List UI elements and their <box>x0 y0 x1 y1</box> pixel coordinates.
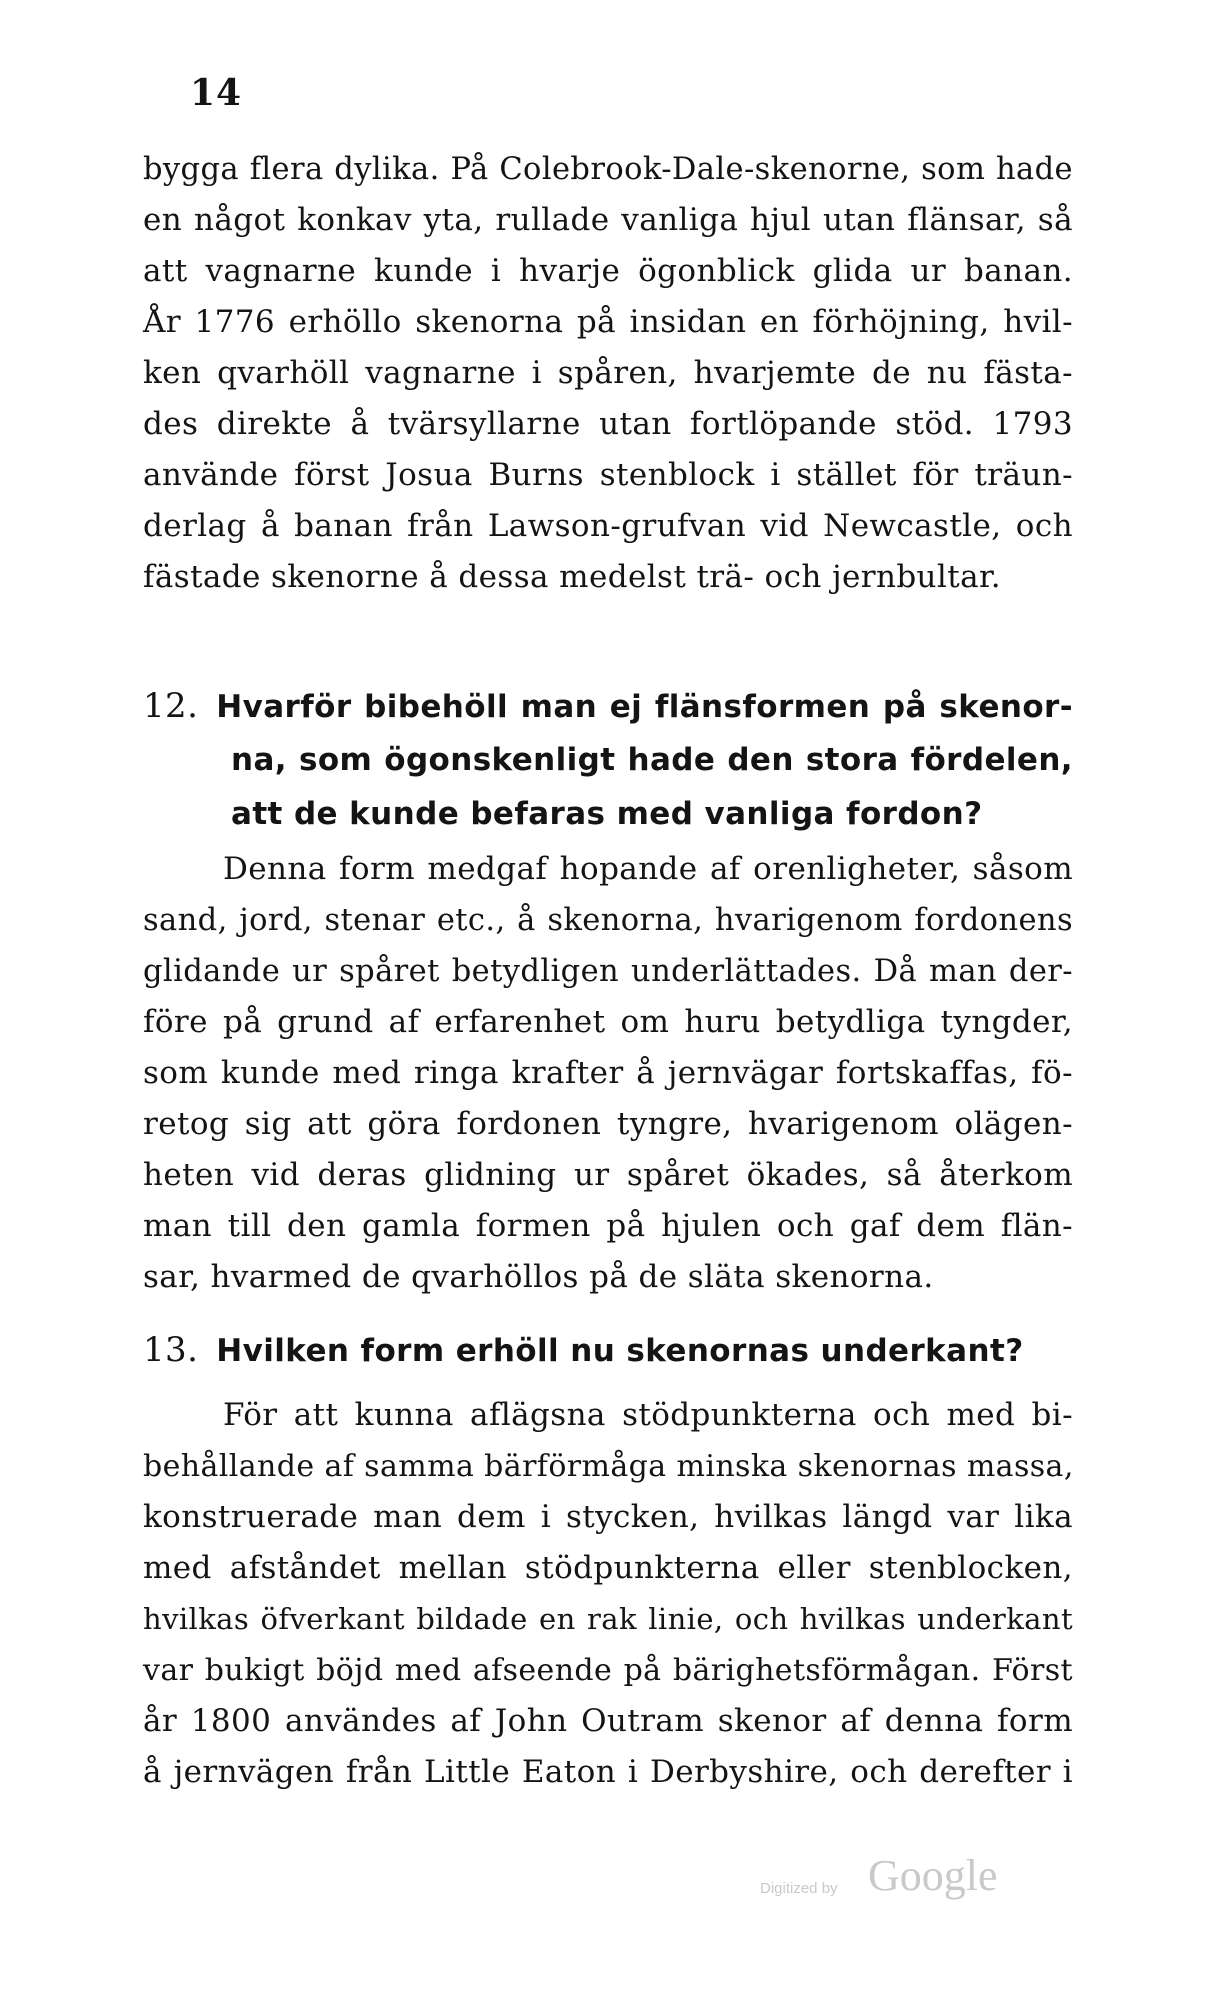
text-line: derlag å banan från Lawson-grufvan vid Newcastle, och <box>143 508 1073 544</box>
text-line: sar, hvarmed de qvarhöllos på de släta skenorna. <box>143 1259 934 1295</box>
question-number: 13. <box>143 1330 199 1370</box>
paragraph-3 <box>143 1390 1073 1798</box>
text-line: För att kunna aflägsna stödpunkterna och med bi- <box>223 1397 1073 1433</box>
text-line: fästade skenorne å dessa medelst trä- och jernbultar. <box>143 559 1002 595</box>
google-logo-text: Google <box>868 1851 998 1900</box>
text-line: med afståndet mellan stödpunkterna eller stenblocken, <box>143 1550 1073 1586</box>
text-line: heten vid deras glidning ur spåret ökades, så återkom <box>143 1157 1073 1193</box>
text-line: använde först Josua Burns stenblock i stället för träun- <box>143 457 1073 493</box>
text-line: som kunde med ringa krafter å jernvägar fortskaffas, fö- <box>143 1055 1073 1091</box>
text-line: År 1776 erhöllo skenorna på insidan en förhöjning, hvil- <box>143 304 1073 340</box>
text-line: retog sig att göra fordonen tyngre, hvarigenom olägen- <box>143 1106 1073 1142</box>
question-text: Hvilken form erhöll nu skenornas underkant? <box>216 1333 1024 1369</box>
page-number: 14 <box>190 72 243 114</box>
question-12-heading <box>143 679 1073 841</box>
text-line: Denna form medgaf hopande af orenligheter, såsom <box>223 851 1073 887</box>
text-line: glidande ur spåret betydligen underlättades. Då man der- <box>143 954 1073 989</box>
text-line: des direkte å tvärsyllarne utan fortlöpande stöd. 1793 <box>143 406 1073 442</box>
paragraph-2 <box>143 844 1073 1303</box>
text-line: ken qvarhöll vagnarne i spåren, hvarjemte de nu fästa- <box>143 355 1073 391</box>
question-line <box>143 1323 1073 1377</box>
question-line: na, som ögonskenligt hade den stora fördelen, <box>231 742 1073 778</box>
question-13-heading <box>143 1323 1073 1377</box>
text-line: hvilkas öfverkant bildade en rak linie, och hvilkas underkant <box>143 1602 1073 1636</box>
paragraph-1 <box>143 144 1073 603</box>
text-line: konstruerade man dem i stycken, hvilkas längd var lika <box>143 1499 1073 1535</box>
text-line: att vagnarne kunde i hvarje ögonblick glida ur banan. <box>143 253 1073 289</box>
text-line: bygga flera dylika. På Colebrook-Dale-skenorne, som hade <box>143 152 1073 187</box>
question-text: Hvarför bibehöll man ej flänsformen på skenor- <box>216 689 1073 725</box>
text-line: behållande af samma bärförmåga minska skenornas massa, <box>143 1449 1074 1484</box>
text-line: man till den gamla formen på hjulen och gaf dem flän- <box>143 1208 1073 1244</box>
question-number: 12. <box>143 686 199 726</box>
text-line: en något konkav yta, rullade vanliga hjul utan flänsar, så <box>143 202 1073 238</box>
text-line: var bukigt böjd med afseende på bärighetsförmågan. Först <box>143 1653 1073 1688</box>
text-line: år 1800 användes af John Outram skenor af denna form <box>143 1703 1073 1739</box>
text-line: å jernvägen från Little Eaton i Derbyshire, och derefter i <box>143 1754 1073 1790</box>
watermark-prefix: Digitized by <box>760 1880 838 1897</box>
text-line: sand, jord, stenar etc., å skenorna, hvarigenom fordonens <box>143 903 1073 938</box>
digitized-by-google-watermark <box>760 1850 1020 1910</box>
text-line: före på grund af erfarenhet om huru betydliga tyngder, <box>143 1004 1073 1040</box>
question-line: att de kunde befaras med vanliga fordon? <box>231 796 983 832</box>
question-line <box>143 679 1073 733</box>
